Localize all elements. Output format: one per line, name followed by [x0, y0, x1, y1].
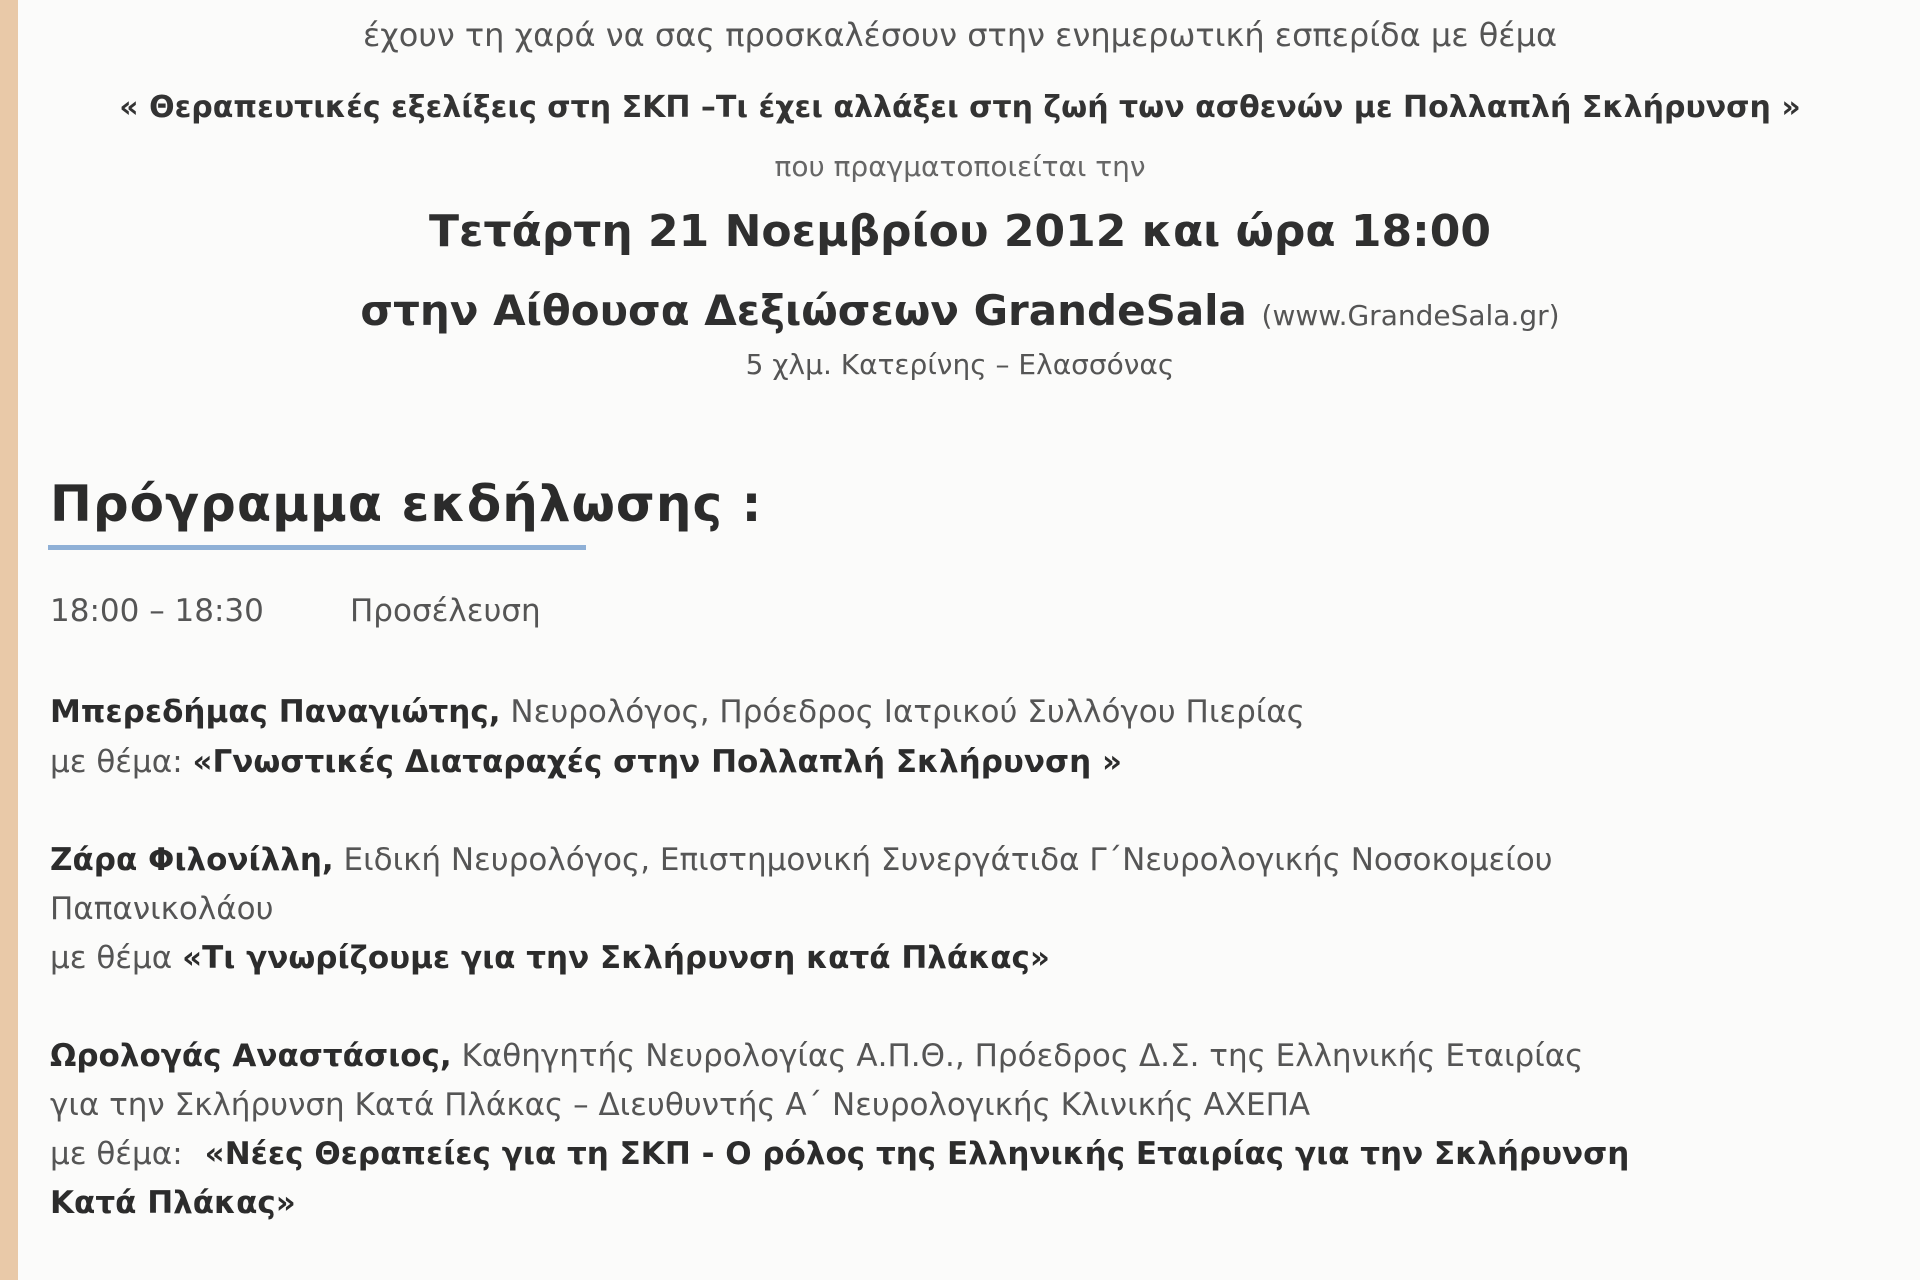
- speaker-3-topic-continued: [50, 1178, 296, 1228]
- speaker-1-name: Μπερεδήμας Παναγιώτης,: [50, 694, 501, 730]
- venue-name: στην Αίθουσα Δεξιώσεων GrandeSala: [360, 286, 1247, 335]
- speaker-1-topic-prefix: με θέμα:: [50, 744, 183, 780]
- speaker-2-topic-line: [50, 933, 1050, 983]
- event-date: Τετάρτη 21 Νοεμβρίου 2012 και ώρα 18:00: [429, 206, 1491, 257]
- speaker-2-topic-prefix: με θέμα: [50, 940, 173, 976]
- speaker-1-role: Νευρολόγος, Πρόεδρος Ιατρικού Συλλόγου Πιερίας: [510, 694, 1305, 730]
- speaker-2-role: Ειδική Νευρολόγος, Επιστημονική Συνεργάτιδα Γ΄Νευρολογικής Νοσοκομείου: [343, 842, 1553, 878]
- speaker-3-topic-line: [50, 1129, 1629, 1179]
- speaker-2-line: [50, 835, 1553, 885]
- left-page-border: [0, 0, 18, 1280]
- venue-url: (www.GrandeSala.gr): [1261, 299, 1560, 332]
- program-heading: Πρόγραμμα εκδήλωσης :: [50, 475, 763, 533]
- speaker-1-topic-line: [50, 737, 1122, 787]
- speaker-1-line: [50, 687, 1305, 737]
- arrival-row: [50, 586, 541, 636]
- event-venue: [0, 286, 1920, 335]
- arrival-label: Προσέλευση: [350, 593, 541, 629]
- speaker-2-topic: «Τι γνωρίζουμε για την Σκλήρυνση κατά Πλάκας»: [182, 940, 1050, 976]
- speaker-2-role-continued: Παπανικολάου: [50, 891, 274, 927]
- intro-text: έχουν τη χαρά να σας προσκαλέσουν στην ενημερωτική εσπερίδα με θέμα: [362, 16, 1558, 54]
- program-heading-underline: [48, 545, 586, 550]
- speaker-3-line: [50, 1031, 1583, 1081]
- arrival-time: 18:00 – 18:30: [50, 593, 264, 629]
- speaker-3-name: Ωρολογάς Αναστάσιος,: [50, 1038, 452, 1074]
- speaker-3-role-continued: για την Σκλήρυνση Κατά Πλάκας – Διευθυντής Α΄ Νευρολογικής Κλινικής ΑΧΕΠΑ: [50, 1087, 1311, 1123]
- speaker-3-topic: «Νέες Θεραπείες για τη ΣΚΠ - Ο ρόλος της Ελληνικής Εταιρίας για την Σκλήρυνση: [204, 1136, 1630, 1172]
- speaker-2-name: Ζάρα Φιλονίλλη,: [50, 842, 334, 878]
- speaker-1-topic: «Γνωστικές Διαταραχές στην Πολλαπλή Σκλήρυνση »: [192, 744, 1123, 780]
- speaker-3-topic-end: Κατά Πλάκας»: [50, 1185, 296, 1221]
- event-topic: « Θεραπευτικές εξελίξεις στη ΣΚΠ –Τι έχει αλλάξει στη ζωή των ασθενών με Πολλαπλή Σκλήρυνση »: [119, 90, 1801, 125]
- event-location: 5 χλμ. Κατερίνης – Ελασσόνας: [745, 348, 1175, 381]
- held-on-text: που πραγματοποιείται την: [774, 150, 1146, 183]
- speaker-3-topic-prefix: με θέμα:: [50, 1136, 183, 1172]
- speaker-3-role: Καθηγητής Νευρολογίας Α.Π.Θ., Πρόεδρος Δ.Σ. της Ελληνικής Εταιρίας: [461, 1038, 1584, 1074]
